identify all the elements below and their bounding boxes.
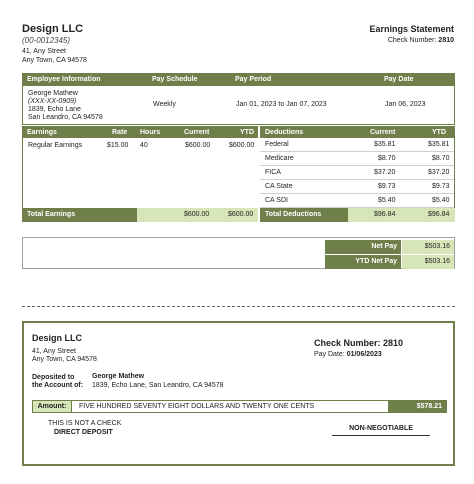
deduction-name: FICA (265, 169, 281, 176)
header-pay-period: Pay Period (235, 76, 272, 83)
amount-in-words: FIVE HUNDRED SEVENTY EIGHT DOLLARS AND TWENTY ONE CENTS (79, 403, 315, 410)
deduction-ytd: $9.73 (432, 183, 450, 190)
employee-table-header (22, 73, 455, 86)
header-pay-schedule: Pay Schedule (152, 76, 198, 83)
total-earnings-ytd: $600.00 (228, 211, 254, 218)
pay-period-value: Jan 01, 2023 to Jan 07, 2023 (236, 101, 327, 108)
company-name: Design LLC (22, 23, 84, 35)
amount-row (32, 400, 447, 413)
header-deductions-current: Current (370, 129, 396, 136)
total-deductions-label: Total Deductions (265, 211, 322, 218)
total-deductions-current: $96.84 (374, 211, 396, 218)
header-deductions: Deductions (265, 129, 304, 136)
earnings-total-row (22, 208, 258, 222)
payee-name: George Mathew (92, 373, 145, 380)
ytd-net-pay-label: YTD Net Pay (325, 255, 401, 269)
table-row (260, 180, 454, 194)
deductions-total-row (260, 208, 455, 222)
earnings-table-body (22, 138, 258, 208)
pay-date-label: Pay Date: (314, 351, 345, 358)
header-hours: Hours (140, 129, 161, 136)
pay-schedule-value: Weekly (153, 101, 176, 108)
check-pay-date (314, 351, 382, 358)
deduction-current: $35.81 (374, 141, 396, 148)
employee-table-row (22, 86, 455, 125)
earning-name: Regular Earnings (28, 142, 83, 149)
payee-address: 1839, Echo Lane, San Leandro, CA 94578 (92, 382, 224, 389)
employee-name: George Mathew (28, 90, 78, 97)
company-address-line2: Any Town, CA 94578 (22, 57, 87, 64)
earning-current: $600.00 (185, 142, 211, 149)
deduction-ytd: $35.81 (428, 141, 450, 148)
deposited-label-line2: the Account of: (32, 382, 84, 389)
total-deductions-ytd: $96.84 (428, 211, 450, 218)
check-number (314, 338, 403, 348)
deduction-name: Federal (265, 141, 289, 148)
net-pay-row (325, 240, 454, 254)
header-employee-information: Employee Information (27, 76, 101, 83)
table-row (260, 194, 454, 208)
deductions-table-body (260, 138, 455, 208)
statement-title: Earnings Statement (369, 24, 454, 34)
deduction-current: $8.70 (378, 155, 396, 162)
check-number-value: 2810 (438, 37, 454, 44)
employee-address-line2: San Leandro, CA 94578 (28, 114, 103, 121)
table-row (260, 166, 454, 180)
employee-address-line1: 1839, Echo Lane (28, 106, 81, 113)
check-company-address-line1: 41, Any Street (32, 348, 76, 355)
deductions-table (260, 126, 455, 222)
earnings-table (22, 126, 258, 222)
header-deductions-ytd: YTD (432, 129, 446, 136)
company-id: (00-0012345) (22, 36, 71, 45)
not-a-check-notice: THIS IS NOT A CHECK (48, 420, 122, 427)
ytd-net-pay-value: $503.16 (402, 255, 454, 269)
deductions-table-header (260, 126, 455, 138)
earning-hours: 40 (140, 142, 148, 149)
pay-date-value: Jan 06, 2023 (385, 101, 426, 108)
ytd-net-pay-row (325, 255, 454, 269)
deposited-label-line1: Deposited to (32, 374, 75, 381)
net-pay-box (22, 237, 455, 269)
statement-check-number (388, 37, 454, 44)
deduction-current: $9.73 (378, 183, 396, 190)
check-number-label: Check Number: (387, 37, 437, 44)
deduction-name: Medicare (265, 155, 294, 162)
deduction-current: $5.40 (378, 197, 396, 204)
table-row (260, 152, 454, 166)
table-row (260, 138, 454, 152)
header-pay-date: Pay Date (384, 76, 414, 83)
header-rate: Rate (112, 129, 128, 136)
header-current: Current (184, 129, 210, 136)
deduction-name: CA SDI (265, 197, 288, 204)
header-ytd: YTD (240, 129, 254, 136)
total-earnings-current: $600.00 (184, 211, 210, 218)
employee-id: (XXX-XX-0909) (28, 98, 77, 105)
deduction-ytd: $5.40 (432, 197, 450, 204)
deduction-ytd: $8.70 (432, 155, 450, 162)
check-company-name: Design LLC (32, 333, 83, 343)
net-pay-label: Net Pay (325, 240, 401, 254)
amount-label: Amount: (33, 401, 72, 412)
pay-date-value: 01/06/2023 (346, 351, 382, 358)
check-number-value: 2810 (383, 338, 404, 348)
deduction-current: $37.20 (374, 169, 396, 176)
company-address-line1: 41, Any Street (22, 48, 66, 55)
direct-deposit-label: DIRECT DEPOSIT (54, 429, 113, 436)
check-number-label: Check Number: (314, 338, 381, 348)
earnings-table-header (22, 126, 258, 138)
earning-ytd: $600.00 (229, 142, 255, 149)
amount-value: $578.21 (388, 401, 446, 412)
net-pay-value: $503.16 (402, 240, 454, 254)
deposit-check (22, 321, 455, 466)
check-company-address-line2: Any Town, CA 94578 (32, 356, 97, 363)
employee-info-table (22, 73, 455, 125)
total-earnings-label: Total Earnings (27, 211, 76, 218)
tear-line-divider (22, 306, 455, 307)
non-negotiable-label: NON-NEGOTIABLE (332, 425, 430, 436)
deduction-ytd: $37.20 (428, 169, 450, 176)
header-earnings: Earnings (27, 129, 57, 136)
deduction-name: CA State (265, 183, 293, 190)
earning-rate: $15.00 (107, 142, 129, 149)
